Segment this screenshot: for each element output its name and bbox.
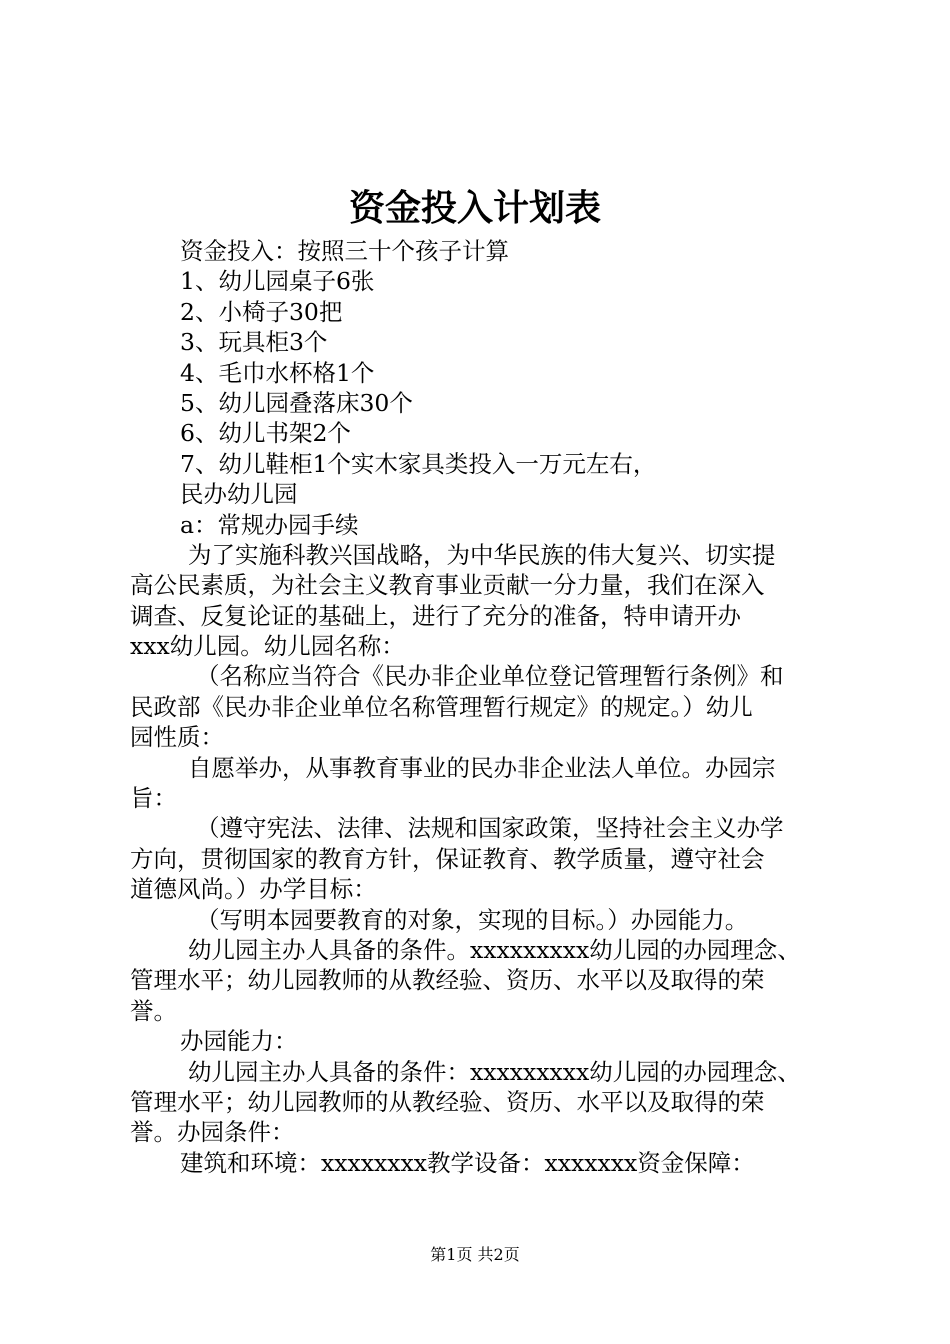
list-item: 1、幼儿园桌子6张	[180, 267, 375, 296]
list-item: 3、玩具柜3个	[180, 328, 328, 357]
paragraph-line: 幼儿园主办人具备的条件：xxxxxxxxx幼儿园的办园理念、	[188, 1057, 801, 1086]
list-item: 7、幼儿鞋柜1个实木家具类投入一万元左右，	[180, 449, 657, 478]
paragraph-line: 誉。	[130, 996, 177, 1025]
paragraph-line: 为了实施科教兴国战略，为中华民族的伟大复兴、切实提	[188, 540, 776, 569]
paragraph-line: （名称应当符合《民办非企业单位登记管理暂行条例》和	[196, 662, 784, 691]
page-footer: 第1页 共2页	[430, 1245, 520, 1264]
paragraph-line: 自愿举办，从事教育事业的民办非企业法人单位。办园宗	[188, 753, 776, 782]
paragraph-line: 誉。办园条件：	[130, 1118, 295, 1147]
paragraph-line: 高公民素质，为社会主义教育事业贡献一分力量，我们在深入	[130, 571, 765, 600]
paragraph-line: 园性质：	[130, 723, 224, 752]
list-item: 6、幼儿书架2个	[180, 419, 351, 448]
intro-line: 资金投入：按照三十个孩子计算	[180, 237, 509, 265]
document-body	[130, 236, 830, 1178]
document-title: 资金投入计划表	[348, 187, 601, 229]
paragraph-line: 道德风尚。）办学目标：	[130, 875, 377, 904]
list-item: 5、幼儿园叠落床30个	[180, 388, 413, 417]
paragraph-line: 旨：	[130, 784, 177, 813]
paragraph-line: 管理水平；幼儿园教师的从教经验、资历、水平以及取得的荣	[130, 966, 765, 995]
paragraph-line: 建筑和环境：xxxxxxxx教学设备：xxxxxxx资金保障：	[180, 1148, 755, 1177]
paragraph-line: 方向，贯彻国家的教育方针，保证教育、教学质量，遵守社会	[130, 844, 765, 873]
section-heading-a: a：常规办园手续	[180, 510, 359, 539]
list-item: 2、小椅子30把	[180, 297, 343, 326]
paragraph-line: 幼儿园主办人具备的条件。xxxxxxxxx幼儿园的办园理念、	[188, 935, 801, 964]
list-item: 4、毛巾水杯格1个	[180, 358, 375, 387]
paragraph-line: 民政部《民办非企业单位名称管理暂行规定》的规定。）幼儿	[130, 692, 753, 721]
paragraph-line: 管理水平；幼儿园教师的从教经验、资历、水平以及取得的荣	[130, 1087, 765, 1116]
paragraph-line: 调查、反复论证的基础上，进行了充分的准备，特申请开办	[130, 601, 741, 630]
section-heading-private: 民办幼儿园	[180, 480, 298, 509]
paragraph-line: xxx幼儿园。幼儿园名称：	[130, 632, 405, 661]
paragraph-line: （遵守宪法、法律、法规和国家政策，坚持社会主义办学	[196, 814, 784, 843]
section-heading-ability: 办园能力：	[180, 1027, 298, 1056]
paragraph-line: （写明本园要教育的对象，实现的目标。）办园能力。	[196, 905, 749, 934]
